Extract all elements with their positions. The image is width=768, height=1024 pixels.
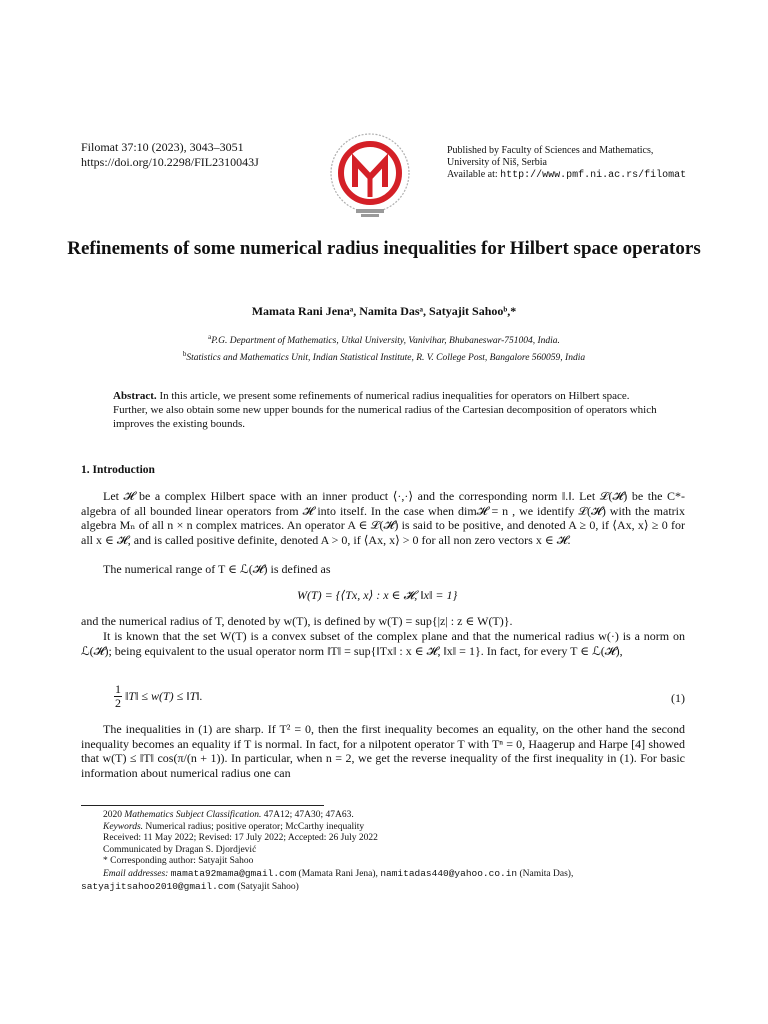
abstract (113, 389, 658, 431)
body-paragraph-5: The inequalities in (1) are sharp. If T² = 0, then the first inequality becomes an equality, on the other hand the second inequality becomes an equality if T is normal. In fact, for a nilpotent operator T with Tⁿ = 0, Haagerup and Harpe [4] showed that w(T) ≤ ‖T‖ cos(π/(n + 1)). In particular, when n = 2, we get the reverse inequality of the first inequality in (1). For basic information about numerical radius one can (81, 722, 685, 780)
msc-label: Mathematics Subject Classification. (124, 810, 262, 820)
university-seal-icon (328, 131, 412, 223)
section-heading-introduction: 1. Introduction (81, 464, 155, 476)
body-paragraph-1: Let 𝓗 be a complex Hilbert space with an inner product ⟨·,·⟩ and the corresponding norm ‖.‖. Let ℒ(𝓗) be the C*-algebra of all bounded linear operators from 𝓗 into itself. In the case when dim𝓗 = n , we identify ℒ(𝓗) with the matrix algebra Mₙ of all n × n complex matrices. An operator A ∈ ℒ(𝓗) is said to be positive, and denoted A ≥ 0, if ⟨Ax, x⟩ ≥ 0 for all x ∈ 𝓗, and is called positive definite, denoted A > 0, if ⟨Ax, x⟩ > 0 for all non zero vectors x ∈ 𝓗. (81, 489, 685, 547)
body-paragraph-2: The numerical range of T ∈ ℒ(𝓗) is defined as (103, 562, 331, 576)
publisher-info (447, 145, 707, 182)
availability-line (447, 169, 707, 182)
footnotes (81, 810, 691, 893)
footnote-keywords (81, 822, 691, 834)
equation-1 (114, 683, 203, 710)
footnote-msc (81, 810, 691, 822)
equation-numerical-range: W(T) = {⟨Tx, x⟩ : x ∈ 𝓗, ‖x‖ = 1} (297, 588, 458, 602)
equation-1-fraction (114, 683, 122, 710)
keywords-label: Keywords. (103, 821, 144, 832)
author-list: Mamata Rani Jenaᵃ, Namita Dasᵃ, Satyajit Sahooᵇ,* (251, 304, 517, 318)
publisher-line: Published by Faculty of Sciences and Mathematics, (447, 145, 654, 156)
paper-title: Refinements of some numerical radius inequalities for Hilbert space operators (67, 238, 701, 259)
footnote-emails-cont (81, 881, 691, 894)
footnote-divider (81, 805, 324, 806)
affiliations (60, 331, 708, 365)
journal-url[interactable]: http://www.pmf.ni.ac.rs/filomat (500, 170, 687, 181)
keywords-text: Numerical radius; positive operator; McCarthy inequality (145, 821, 365, 832)
body-paragraph-4: It is known that the set W(T) is a convex subset of the complex plane and that the numerical radius w(·) is a norm on ℒ(𝓗); being equivalent to the usual operator norm ‖T‖ = sup{‖Tx‖ : x ∈ 𝓗, ‖x‖ = 1}. In fact, for every T ∈ ℒ(𝓗), (81, 629, 685, 658)
available-label: Available at: (447, 169, 498, 180)
footnote-emails (81, 868, 691, 881)
doi-link[interactable]: https://doi.org/10.2298/FIL2310043J (81, 155, 259, 169)
footnote-corresponding: * Corresponding author: Satyajit Sahoo (103, 856, 254, 867)
msc-year: 2020 (103, 810, 122, 820)
affiliation-a-text: P.G. Department of Mathematics, Utkal University, Vanivihar, Bhubaneswar-751004, India. (211, 336, 560, 347)
email-owner-3: (Satyajit Sahoo) (237, 881, 299, 892)
equation-1-label: (1) (671, 691, 685, 705)
email-owner-2: (Namita Das), (519, 868, 574, 879)
affiliation-a (60, 331, 708, 348)
affiliation-b (60, 348, 708, 365)
journal-citation: Filomat 37:10 (2023), 3043–3051 (81, 140, 244, 154)
fraction-denominator: 2 (115, 696, 121, 710)
affiliation-b-text: Statistics and Mathematics Unit, Indian Statistical Institute, R. V. College Post, Bangalore 560059, India (186, 353, 586, 364)
abstract-text: In this article, we present some refinements of numerical radius inequalities for operators on Hilbert space. Further, we also obtain some new upper bounds for the numerical radius of the Cartesian decomposition of operators which improves the existing bounds. (113, 390, 657, 430)
publisher-university: University of Niš, Serbia (447, 157, 547, 168)
email-label: Email addresses: (103, 868, 169, 879)
equation-1-body: ‖T‖ ≤ w(T) ≤ ‖T‖. (125, 689, 203, 703)
footnote-communicated: Communicated by Dragan S. Djordjević (103, 844, 257, 855)
email-link-2[interactable]: namitadas440@yahoo.co.in (380, 867, 518, 879)
footnote-dates: Received: 11 May 2022; Revised: 17 July 2022; Accepted: 26 July 2022 (103, 833, 378, 844)
journal-header (81, 140, 259, 170)
affiliation-b-mark: b (182, 350, 187, 359)
abstract-label: Abstract. (113, 390, 157, 402)
body-paragraph-3: and the numerical radius of T, denoted by w(T), is defined by w(T) = sup{|z| : z ∈ W(T)}. (81, 614, 513, 628)
fraction-numerator: 1 (115, 682, 121, 696)
affiliation-a-mark: a (208, 333, 212, 341)
email-link-3[interactable]: satyajitsahoo2010@gmail.com (81, 880, 235, 892)
email-link-1[interactable]: mamata92mama@gmail.com (170, 867, 297, 879)
msc-codes: 47A12; 47A30; 47A63. (263, 810, 354, 820)
email-owner-1: (Mamata Rani Jena), (298, 868, 378, 879)
